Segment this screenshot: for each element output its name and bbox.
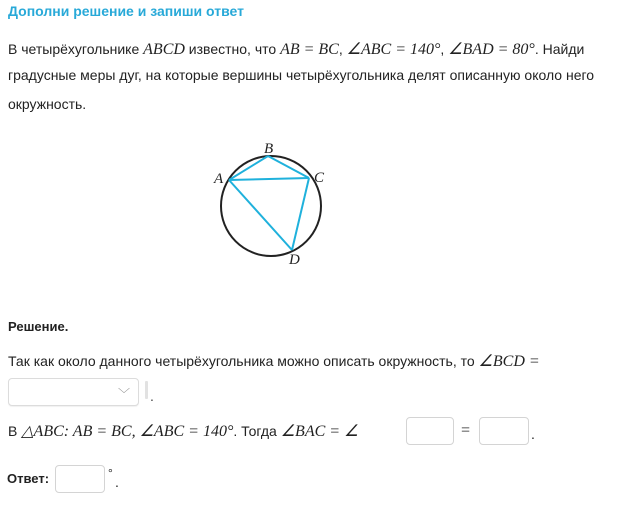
angle-name-input[interactable] [406, 417, 454, 445]
label-a: A [214, 171, 224, 187]
task-header: Дополни решение и запиши ответ [8, 3, 244, 19]
step2-angle-bac: ∠BAC = ∠ [280, 423, 359, 440]
quadrilateral-figure [205, 138, 335, 270]
task-statement-line3: окружность. [8, 96, 87, 112]
answer-input[interactable] [55, 465, 105, 493]
task-statement-line2: градусные меры дуг, на которые вершины четырёхугольника делят описанную около него [8, 67, 595, 83]
label-c: C [314, 170, 325, 186]
step1-angle-bcd: ∠BCD = [478, 353, 540, 370]
label-d: D [289, 252, 300, 268]
condition-angle-bad: ∠BAD = 80° [448, 41, 535, 58]
statement-text-3: . Найди [534, 41, 585, 57]
answer-label: Ответ: [7, 471, 50, 486]
condition-ab-bc: AB = BC [280, 41, 339, 58]
comma-2: , [440, 41, 449, 57]
task-statement-line1 [8, 38, 584, 61]
label-b: B [264, 141, 274, 157]
chevron-down-icon[interactable]: ﹀ [117, 387, 130, 401]
step2-prefix: В [8, 423, 22, 439]
angle-bcd-select[interactable] [8, 378, 139, 406]
select-divider [145, 381, 148, 399]
equals-sign: = [460, 422, 471, 439]
step2-period: . [531, 426, 535, 442]
solution-step2 [8, 421, 358, 441]
step1-text: Так как около данного четырёхугольника можно описать окружность, то [8, 353, 479, 369]
comma-1: , [338, 41, 347, 57]
diagonal-ac [229, 178, 309, 180]
solution-step1 [8, 351, 540, 371]
condition-angle-abc: ∠ABC = 140° [346, 41, 441, 58]
segment-cd [292, 178, 309, 250]
segment-ab [229, 156, 268, 180]
step1-period: . [150, 388, 154, 404]
degree-symbol: ° [108, 466, 113, 480]
segment-da [229, 180, 292, 250]
step2-mid: . Тогда [233, 423, 281, 439]
answer-period: . [115, 474, 119, 490]
quad-name: ABCD [143, 41, 185, 58]
statement-text-1: В четырёхугольнике [8, 41, 144, 57]
solution-title: Решение. [8, 319, 69, 334]
step2-triangle: △ABC: AB = BC, ∠ABC = 140° [21, 423, 234, 440]
statement-text-2: известно, что [184, 41, 281, 57]
circumscribed-circle [221, 156, 321, 256]
angle-value-input[interactable] [479, 417, 529, 445]
